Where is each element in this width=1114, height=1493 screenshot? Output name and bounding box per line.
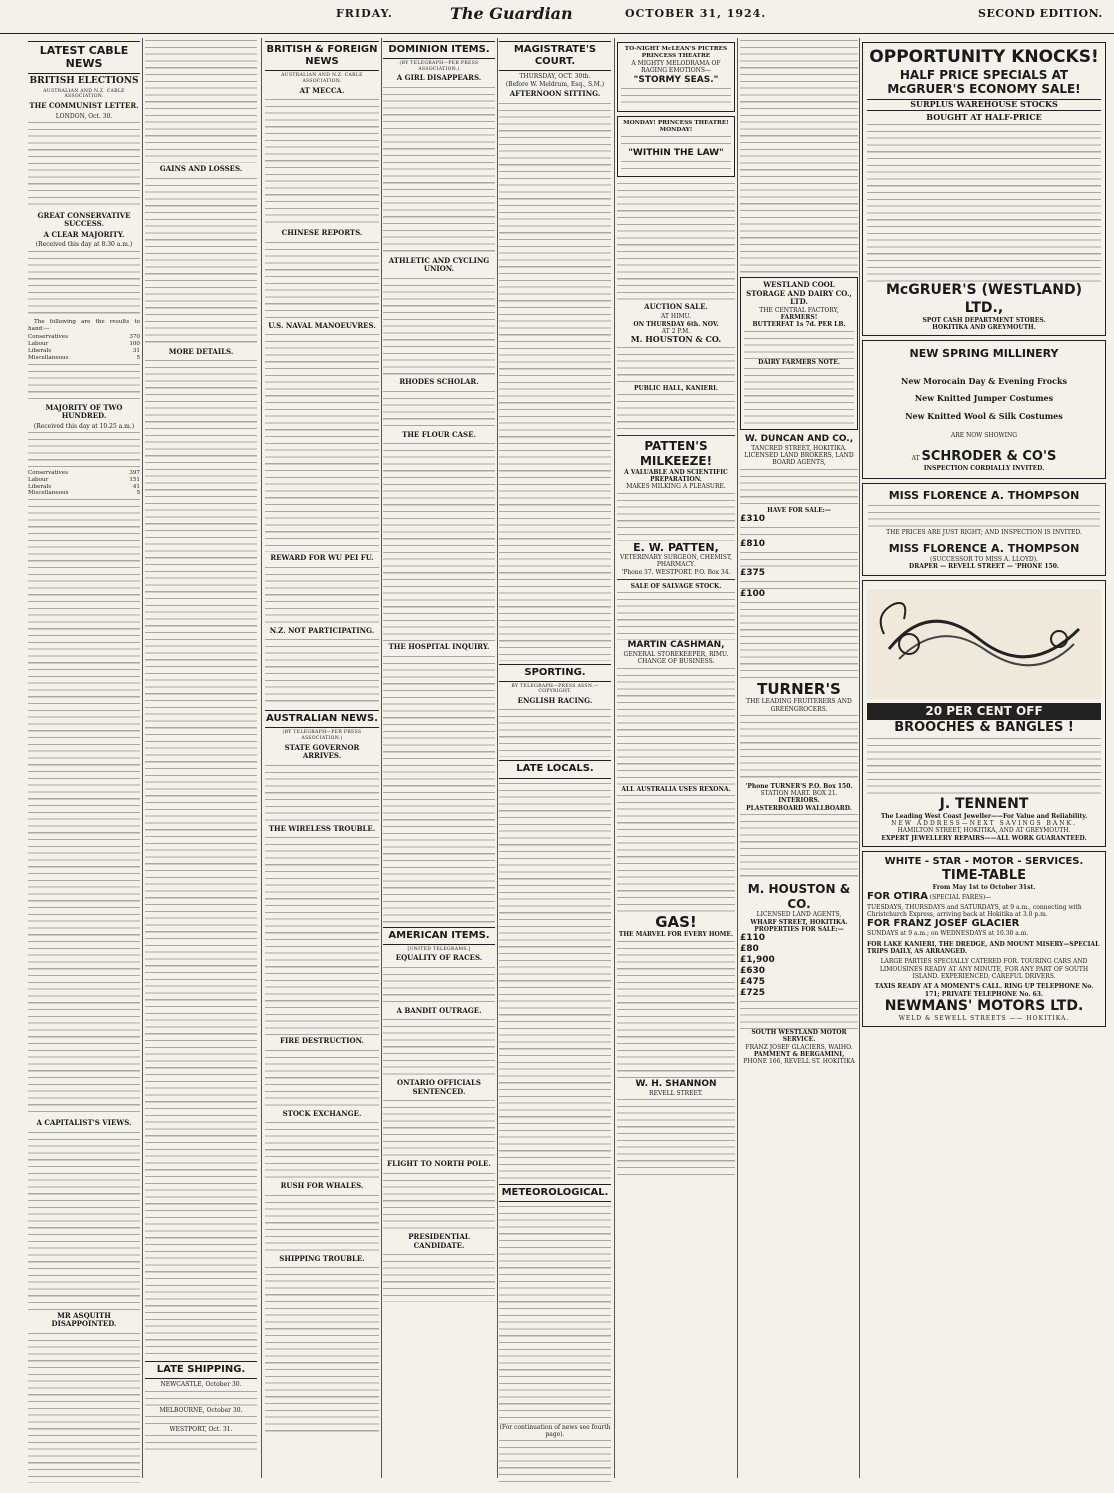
section-asquith: MR ASQUITH DISAPPOINTED. bbox=[51, 1310, 117, 1329]
result-row: Conservatives 397 bbox=[28, 469, 140, 476]
article-text bbox=[28, 1331, 140, 1483]
result-row: Liberals 41 bbox=[28, 483, 140, 490]
article-text bbox=[265, 1048, 379, 1108]
article-text bbox=[265, 97, 379, 227]
section-north-pole: FLIGHT TO NORTH POLE. bbox=[387, 1159, 491, 1169]
magistrates-court-heading: MAGISTRATE'S COURT. bbox=[499, 41, 611, 71]
british-elections-subheading: BRITISH ELECTIONS bbox=[29, 75, 139, 86]
source-line: (BY TELEGRAPH—PER PRESS ASSOCIATION.) bbox=[399, 61, 479, 72]
section-mecca: AT MECCA. bbox=[299, 85, 345, 95]
received-time-2: (Received this day at 10.25 a.m.) bbox=[33, 422, 135, 430]
article-text bbox=[145, 1389, 257, 1407]
meteorological-heading: METEOROLOGICAL. bbox=[499, 1184, 611, 1202]
british-foreign-news-heading: BRITISH & FOREIGN NEWS bbox=[265, 41, 379, 71]
shipping-dateline: MELBOURNE, October 30. bbox=[159, 1406, 243, 1414]
result-row: Miscellaneous 5 bbox=[28, 490, 140, 497]
brooch-icon bbox=[869, 589, 1099, 699]
column-rule bbox=[614, 38, 615, 1478]
salvage-sale: SALE OF SALVAGE STOCK. bbox=[630, 582, 722, 590]
section-stock-exchange: STOCK EXCHANGE. bbox=[282, 1108, 362, 1118]
section-bandit-outrage: A BANDIT OUTRAGE. bbox=[396, 1005, 482, 1015]
turners: TURNER'S bbox=[757, 679, 841, 698]
section-conservative-success: GREAT CONSERVATIVE SUCCESS. bbox=[37, 210, 131, 229]
houston: M. HOUSTON & CO. bbox=[747, 882, 851, 911]
article-text bbox=[383, 1171, 495, 1231]
article-text bbox=[145, 1414, 257, 1426]
westland-cool-storage-ad: WESTLAND COOL STORAGE AND DAIRY CO., LTD. THE CENTRAL FACTORY, FARMERS! BUTTERFAT 1s 7d. PER LB. DAIRY FARMERS NOTE. bbox=[740, 277, 858, 430]
column-8 bbox=[862, 38, 1106, 1483]
late-locals-heading: LATE LOCALS. bbox=[499, 760, 611, 778]
column-1 bbox=[28, 38, 140, 1483]
section-majority-200: MAJORITY OF TWO HUNDRED. bbox=[45, 402, 123, 421]
section-ontario: ONTARIO OFFICIALS SENTENCED. bbox=[397, 1078, 481, 1096]
notice-text bbox=[740, 38, 858, 273]
latest-cable-news-heading: LATEST CABLE NEWS bbox=[28, 41, 140, 74]
article-text bbox=[265, 240, 379, 320]
column-7: WESTLAND COOL STORAGE AND DAIRY CO., LTD. THE CENTRAL FACTORY, FARMERS! BUTTERFAT 1s 7d. PER LB. DAIRY FARMERS NOTE. W. DUNCAN AND CO., TANCRED STREET, HOKITIKA. LICENSED LAND BROKERS, LAND BOARD AGENTS, HAVE FOR SALE:— £310 £810 £375 £100 TURNER'S THE LEADING FRUITERERS AND GREENGROCERS. 'Phone TURNER'S P.O. Box 150. STATION MART. BOX 21. INTERIORS. PLASTERBOARD WALLBOARD. M. HOUSTON & CO. LICENSED LAND AGENTS, WHARF STREET, HOKITIKA. PROPERTIES FOR SALE:— £110 £80 £1,900 £630 £475 £725 SOUTH WESTLAND MOTOR SERVICE. FRANZ JOSEF GLACIERS, WAIHO. PAMMENT & BERGAMINI, PHONE 166, REVELL ST. HOKITIKA bbox=[740, 38, 858, 1483]
article-text bbox=[499, 1438, 611, 1483]
late-shipping-heading: LATE SHIPPING. bbox=[145, 1361, 257, 1379]
article-text bbox=[265, 637, 379, 707]
column-rule bbox=[381, 38, 382, 1478]
article-text bbox=[265, 1193, 379, 1253]
court-bench: (Before W. Meldrum, Esq., S.M.) bbox=[505, 80, 605, 88]
article-text bbox=[265, 835, 379, 1035]
article-text bbox=[383, 965, 495, 1005]
received-time: (Received this day at 8.30 a.m.) bbox=[35, 241, 133, 249]
article-text bbox=[28, 430, 140, 470]
cashman: MARTIN CASHMAN, bbox=[627, 640, 725, 651]
princess-theatre-ad: MONDAY! PRINCESS THEATRE! MONDAY! "WITHIN THE LAW" bbox=[617, 116, 735, 177]
source-line: AUSTRALIAN AND N.Z. CABLE ASSOCIATION. bbox=[43, 88, 125, 100]
price: £810 bbox=[740, 539, 766, 550]
result-row: Conservatives 370 bbox=[28, 334, 140, 341]
article-text bbox=[28, 120, 140, 210]
price: £725 bbox=[740, 988, 766, 999]
dominion-items-heading: DOMINION ITEMS. bbox=[383, 41, 495, 59]
article-text bbox=[265, 763, 379, 823]
column-5 bbox=[499, 38, 611, 1483]
result-row: Liberals 31 bbox=[28, 347, 140, 354]
article-text bbox=[383, 1017, 495, 1077]
thompson-ad: MISS FLORENCE A. THOMPSON THE PRICES ARE JUST RIGHT; AND INSPECTION IS INVITED. MISS FLORENCE A. THOMPSON (SUCCESSOR TO MISS A. LLOYD). DRAPER — REVELL STREET — 'PHONE 150. bbox=[862, 483, 1106, 576]
masthead bbox=[0, 0, 1114, 34]
shannon: W. H. SHANNON bbox=[635, 1078, 717, 1089]
american-items-heading: AMERICAN ITEMS. bbox=[383, 927, 495, 945]
section-shipping-trouble: SHIPPING TROUBLE. bbox=[279, 1253, 365, 1263]
article-text bbox=[28, 1130, 140, 1310]
article-text bbox=[383, 1098, 495, 1158]
section-gains-losses: GAINS AND LOSSES. bbox=[159, 164, 243, 173]
public-hall: PUBLIC HALL, KANIERI. bbox=[633, 385, 719, 393]
gas-heading: GAS! bbox=[655, 913, 697, 932]
article-text bbox=[145, 176, 257, 346]
article-text bbox=[145, 1433, 257, 1453]
section-rhodes-scholar: RHODES SCHOLAR. bbox=[399, 376, 479, 386]
mcgruer-ad: OPPORTUNITY KNOCKS! HALF PRICE SPECIALS AT McGRUER'S ECONOMY SALE! SURPLUS WAREHOUSE STOCKS BOUGHT AT HALF-PRICE McGRUER'S (WESTLAND) LTD., SPOT CASH DEPARTMENT STORES. HOKITIKA AND GREYMOUTH. bbox=[862, 42, 1106, 336]
article-text bbox=[265, 1120, 379, 1180]
result-row: Labour 100 bbox=[28, 341, 140, 348]
column-rule bbox=[261, 38, 262, 1478]
dateline: LONDON, Oct. 30. bbox=[55, 112, 113, 120]
shipping-dateline: NEWCASTLE, October 30. bbox=[160, 1381, 242, 1389]
price: £1,900 bbox=[740, 955, 775, 966]
article-text bbox=[499, 1204, 611, 1424]
sporting-heading: SPORTING. bbox=[499, 664, 611, 682]
schroder-millinery-ad: NEW SPRING MILLINERY New Morocain Day & Evening Frocks New Knitted Jumper Costumes New Knitted Wool & Silk Costumes ARE NOW SHOWING AT SCHRODER & CO'S INSPECTION CORDIALLY INVITED. bbox=[862, 340, 1106, 479]
section-rush-whales: RUSH FOR WHALES. bbox=[280, 1181, 364, 1191]
auction-title: AUCTION SALE. bbox=[644, 301, 708, 311]
section-reward: REWARD FOR WU PEI FU. bbox=[270, 553, 374, 563]
article-text bbox=[265, 332, 379, 552]
masthead-edition: SECOND EDITION. bbox=[978, 7, 1103, 20]
auction-firm: M. HOUSTON & CO. bbox=[630, 334, 722, 345]
section-equality-races: EQUALITY OF RACES. bbox=[395, 953, 483, 963]
brooch-illustration bbox=[867, 589, 1101, 699]
rexona: ALL AUSTRALIA USES REXONA. bbox=[621, 785, 731, 793]
article-text bbox=[265, 565, 379, 625]
section-capitalist-views: A CAPITALIST'S VIEWS. bbox=[36, 1118, 132, 1128]
section-clear-majority: A CLEAR MAJORITY. bbox=[43, 229, 125, 239]
court-date: THURSDAY, OCT. 30th. bbox=[519, 73, 591, 81]
results-table-2 bbox=[28, 470, 140, 497]
price: £375 bbox=[740, 568, 766, 578]
australian-news-heading: AUSTRALIAN NEWS. bbox=[265, 710, 379, 728]
continuation-note: (For continuation of news see fourth page). bbox=[499, 1423, 611, 1439]
article-text bbox=[383, 85, 495, 255]
column-2 bbox=[145, 38, 257, 1483]
section-state-governor: STATE GOVERNOR ARRIVES. bbox=[284, 742, 360, 761]
article-text bbox=[499, 707, 611, 757]
article-text bbox=[383, 654, 495, 924]
section-girl-disappears: A GIRL DISAPPEARS. bbox=[396, 73, 482, 83]
section-chinese-reports: CHINESE REPORTS. bbox=[281, 228, 363, 238]
price: £310 bbox=[740, 514, 766, 525]
notice-text bbox=[617, 181, 735, 301]
masthead-date: OCTOBER 31, 1924. bbox=[625, 7, 767, 20]
article-text bbox=[145, 358, 257, 1358]
source-line: AUSTRALIAN AND N.Z. CABLE ASSOCIATION. bbox=[281, 73, 363, 84]
section-fire: FIRE DESTRUCTION. bbox=[280, 1036, 364, 1046]
tennent-jeweller-ad: 20 PER CENT OFF BROOCHES & BANGLES ! J. TENNENT The Leading West Coast Jeweller——For Value and Reliability. NEW ADDRESS—NEXT SAVINGS BANK. HAMILTON STREET, HOKITIKA, AND AT GREYMOUTH. EXPERT JEWELLERY REPAIRS——ALL WORK GUARANTEED. bbox=[862, 580, 1106, 847]
price: £630 bbox=[740, 966, 766, 977]
column-6: TO-NIGHT McLEAN'S PICTRES PRINCESS THEATRE A MIGHTY MELODRAMA OF RAGING EMOTIONS— "STORMY SEAS." MONDAY! PRINCESS THEATRE! MONDAY! "WITHIN THE LAW" AUCTION SALE. AT HIMU. ON THURSDAY 6th. NOV. AT 2 P.M. M. HOUSTON & CO. PUBLIC HALL, KANIERI. PATTEN'S MILKEEZE! A VALUABLE AND SCIENTIFIC PREPARATION. MAKES MILKING A PLEASURE. E. W. PATTEN, VETERINARY SURGEON, CHEMIST, PHARMACY. 'Phone 37. WESTPORT. P.O. Box 34. SALE OF SALVAGE STOCK. MARTIN CASHMAN, GENERAL STOREKEEPER, RIMU. CHANGE OF BUSINESS. ALL AUSTRALIA USES REXONA. GAS! THE MARVEL FOR EVERY HOME. W. H. SHANNON REVELL STREET. bbox=[617, 38, 735, 1483]
source-line: (BY TELEGRAPH—PER PRESS ASSOCIATION.) bbox=[282, 730, 362, 741]
section-nz-not-participating: N.Z. NOT PARTICIPATING. bbox=[269, 625, 375, 635]
section-flour-case: THE FLOUR CASE. bbox=[402, 429, 476, 439]
price: £475 bbox=[740, 977, 766, 988]
column-rule bbox=[142, 38, 143, 1478]
source-line: [UNITED TELEGRAMS.] bbox=[407, 946, 471, 952]
results-intro: The following are the results to hand:— bbox=[28, 318, 140, 332]
column-3 bbox=[265, 38, 379, 1483]
section-more-details: MORE DETAILS. bbox=[168, 346, 234, 356]
result-row: Miscellaneous 5 bbox=[28, 354, 140, 361]
article-text bbox=[499, 781, 611, 1181]
article-text bbox=[383, 389, 495, 429]
section-english-racing: ENGLISH RACING. bbox=[517, 695, 593, 705]
shipping-dateline: WESTPORT, Oct. 31. bbox=[169, 1425, 233, 1433]
section-presidential: PRESIDENTIAL CANDIDATE. bbox=[408, 1232, 470, 1250]
newmans-motors-ad: WHITE - STAR - MOTOR - SERVICES. TIME-TABLE From May 1st to October 31st. FOR OTIRA (SPECIAL FARES)— TUESDAYS, THURSDAYS and SATURDAYS, at 9 a.m., connecting with Christchurch Express, arriving back at Hokitika at 3.0 p.m. FOR FRANZ JOSEF GLACIER SUNDAYS at 9 a.m.; on WEDNESDAYS at 10.30 a.m. FOR LAKE KANIERI, THE DREDGE, AND MOUNT MISERY—SPECIAL TRIPS DAILY, AS ARRANGED. LARGE PARTIES SPECIALLY CATERED FOR. TOURING CARS AND LIMOUSINES READY AT ANY MINUTE, FOR ANY PART OF SOUTH ISLAND. EXPERIENCED, CAREFUL DRIVERS. TAXIS READY AT A MOMENT'S CALL. RING UP TELEPHONE No. 171; PRIVATE TELEPHONE No. 63. NEWMANS' MOTORS LTD. WELD & SEWELL STREETS —— HOKITIKA. bbox=[862, 851, 1106, 1027]
section-naval-manoeuvres: U.S. NAVAL MANOEUVRES. bbox=[268, 320, 376, 330]
column-rule bbox=[497, 38, 498, 1478]
mclean-pictures-ad: TO-NIGHT McLEAN'S PICTRES PRINCESS THEATRE A MIGHTY MELODRAMA OF RAGING EMOTIONS— "STORMY SEAS." bbox=[617, 42, 735, 112]
masthead-day: FRIDAY. bbox=[336, 7, 393, 20]
source-line: BY TELEGRAPH—PRESS ASSN.—COPYRIGHT. bbox=[511, 683, 599, 695]
section-hospital-inquiry: THE HOSPITAL INQUIRY. bbox=[388, 642, 490, 652]
column-rule bbox=[737, 38, 738, 1478]
article-text bbox=[383, 276, 495, 376]
column-rule bbox=[859, 38, 860, 1478]
article-text bbox=[28, 249, 140, 319]
section-communist-letter: THE COMMUNIST LETTER. bbox=[29, 100, 139, 110]
article-text bbox=[145, 38, 257, 163]
article-text bbox=[28, 497, 140, 1117]
duncan: W. DUNCAN AND CO., bbox=[744, 433, 854, 444]
results-table bbox=[28, 334, 140, 361]
article-text bbox=[383, 441, 495, 641]
article-text bbox=[499, 101, 611, 661]
price: £110 bbox=[740, 933, 766, 944]
article-text bbox=[265, 1265, 379, 1435]
article-text bbox=[383, 1252, 495, 1302]
result-row: Labour 151 bbox=[28, 476, 140, 483]
column-4 bbox=[383, 38, 495, 1483]
masthead-title: The Guardian bbox=[450, 4, 573, 23]
section-wireless: THE WIRELESS TROUBLE. bbox=[268, 823, 376, 833]
article-text bbox=[28, 362, 140, 402]
section-athletic-cycling: ATHLETIC AND CYCLING UNION. bbox=[388, 255, 490, 274]
section-afternoon: AFTERNOON SITTING. bbox=[509, 89, 601, 98]
patten-name: E. W. PATTEN, bbox=[633, 540, 719, 554]
pattens-milkeeze: PATTEN'S MILKEEZE! bbox=[639, 439, 713, 468]
price: £100 bbox=[740, 588, 766, 599]
price: £80 bbox=[740, 944, 759, 955]
